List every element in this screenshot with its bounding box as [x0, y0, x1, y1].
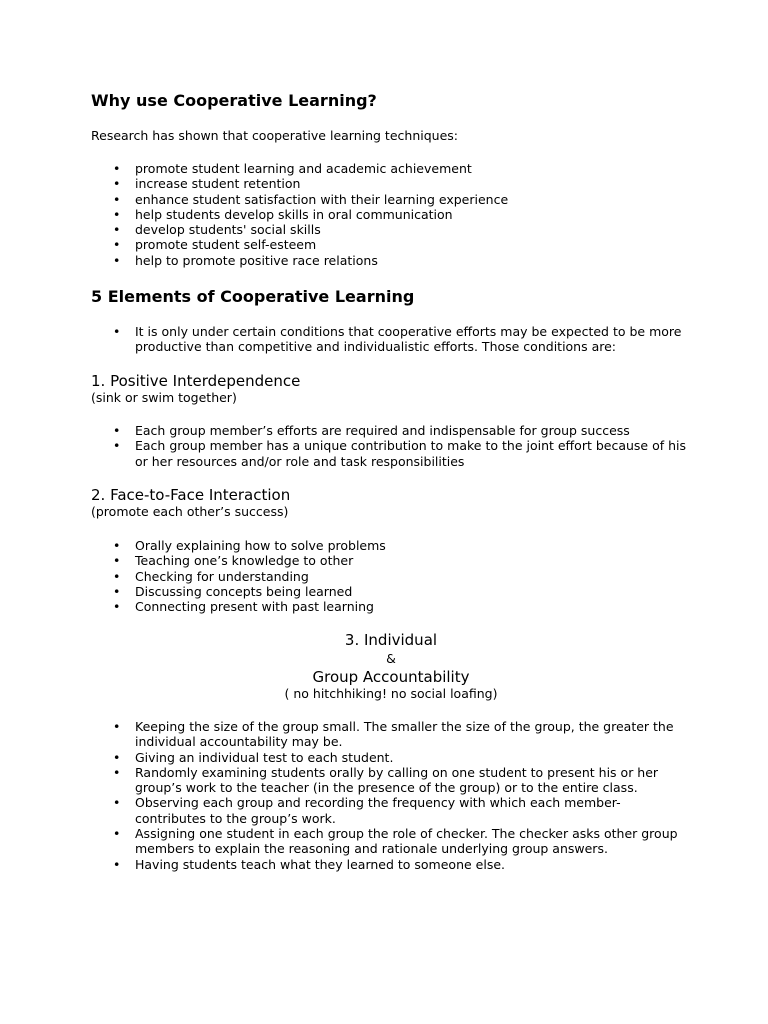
section-heading-elements: 5 Elements of Cooperative Learning: [91, 287, 415, 306]
element-heading-interaction: 2. Face-to-Face Interaction: [91, 486, 291, 504]
element-heading-accountability: Group Accountability: [312, 668, 470, 686]
list-item: • Randomly examining students orally by calling on one student to present his or her group’s work to the teacher (in the presence of the group) or to the entire class.: [91, 765, 691, 796]
list-item: • help students develop skills in oral communication: [91, 207, 691, 222]
list-item: • enhance student satisfaction with their learning experience: [91, 192, 691, 207]
interaction-list: [91, 538, 691, 614]
element-subtitle: (sink or swim together): [91, 390, 237, 405]
list-item: • Keeping the size of the group small. The smaller the size of the group, the greater the individual accountability may be.: [91, 719, 691, 750]
element-subtitle: ( no hitchhiking! no social loafing): [284, 686, 498, 701]
list-item: • Each group member’s efforts are required and indispensable for group success: [91, 423, 691, 438]
list-item: • Discussing concepts being learned: [91, 584, 691, 599]
list-item: • Checking for understanding: [91, 569, 691, 584]
list-item: • promote student self-esteem: [91, 237, 691, 252]
list-item: • Connecting present with past learning: [91, 599, 691, 614]
elements-intro-list: [91, 324, 691, 355]
interdependence-list: [91, 423, 691, 469]
element-heading-individual: 3. Individual: [344, 631, 438, 649]
list-item: • develop students' social skills: [91, 222, 691, 237]
benefits-list: [91, 161, 691, 268]
section-intro: Research has shown that cooperative learning techniques:: [91, 128, 458, 143]
section-heading-why: Why use Cooperative Learning?: [91, 91, 377, 110]
element-heading-interdependence: 1. Positive Interdependence: [91, 372, 301, 390]
list-item: • increase student retention: [91, 176, 691, 191]
list-item: • Teaching one’s knowledge to other: [91, 553, 691, 568]
list-item: • Each group member has a unique contribution to make to the joint effort because of his or her resources and/or role and task responsibilities: [91, 438, 691, 469]
list-item: • Having students teach what they learned to someone else.: [91, 857, 691, 872]
list-item: • Assigning one student in each group the role of checker. The checker asks other group members to explain the reasoning and rationale underlying group answers.: [91, 826, 691, 857]
list-item: • It is only under certain conditions that cooperative efforts may be expected to be more productive than competitive and individualistic efforts. Those conditions are:: [91, 324, 691, 355]
list-item: • Giving an individual test to each student.: [91, 750, 691, 765]
list-item: • Orally explaining how to solve problems: [91, 538, 691, 553]
list-item: • Observing each group and recording the frequency with which each member-contributes to the group’s work.: [91, 795, 691, 826]
list-item: • promote student learning and academic achievement: [91, 161, 691, 176]
accountability-list: [91, 719, 691, 872]
list-item: • help to promote positive race relations: [91, 253, 691, 268]
element-subtitle: (promote each other’s success): [91, 504, 289, 519]
element-heading-ampersand: &: [386, 651, 396, 666]
